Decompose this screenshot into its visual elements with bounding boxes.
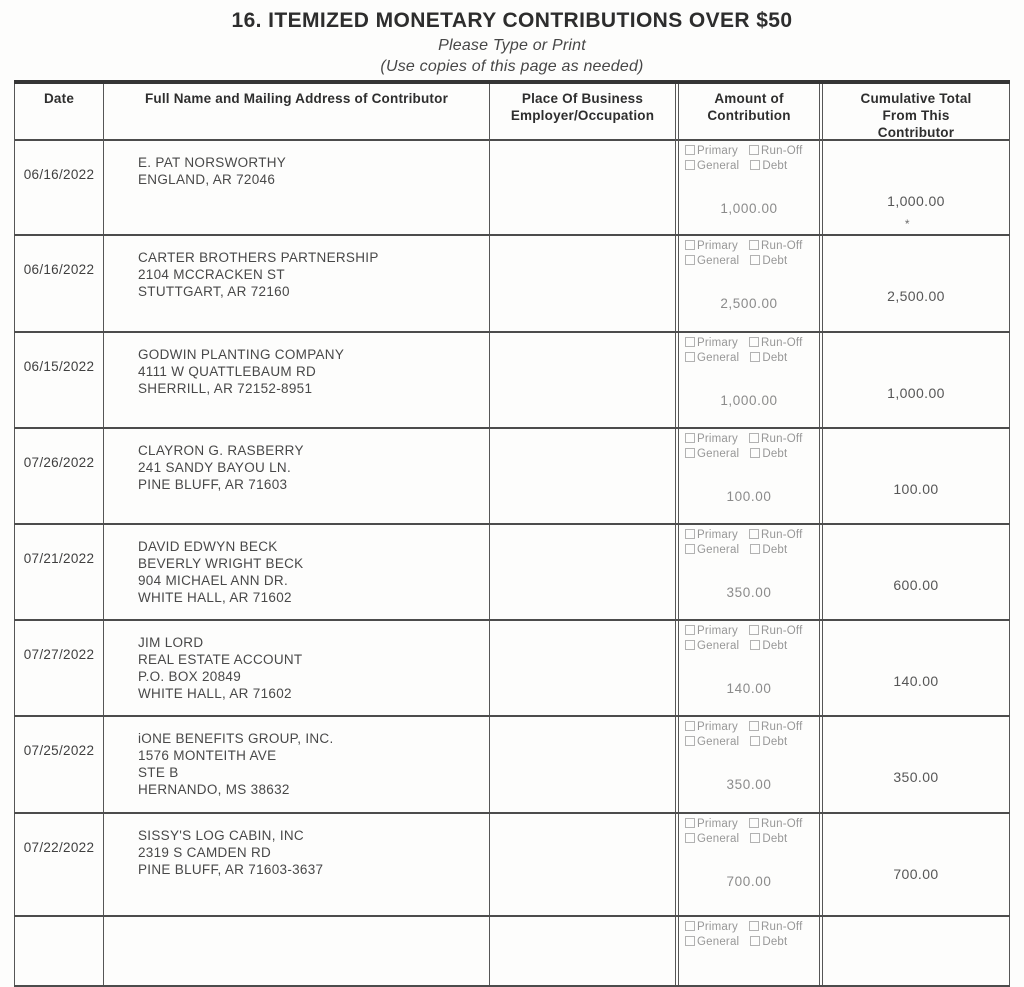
runoff-checkbox-icon	[749, 529, 759, 539]
business-cell	[490, 236, 675, 331]
contributor-line: BEVERLY WRIGHT BECK	[138, 556, 304, 571]
date-cell	[14, 621, 104, 715]
primary-checkbox-icon	[685, 921, 695, 931]
general-checkbox-icon	[685, 160, 695, 170]
runoff-checkbox-label: Run-Off	[761, 625, 803, 637]
cumulative-value: 700.00	[893, 866, 939, 882]
election-type-checkboxes	[685, 239, 802, 269]
runoff-checkbox-label: Run-Off	[761, 529, 803, 541]
debt-checkbox-icon	[750, 833, 760, 843]
primary-checkbox-label: Primary	[697, 433, 739, 445]
contribution-date: 06/16/2022	[23, 262, 95, 277]
contributor-line: SISSY'S LOG CABIN, INC	[138, 828, 304, 843]
debt-checkbox-label: Debt	[762, 160, 788, 172]
cumulative-cell	[823, 141, 1010, 234]
debt-checkbox-icon	[750, 255, 760, 265]
business-cell	[490, 525, 675, 619]
primary-checkbox-label: Primary	[697, 625, 739, 637]
amount-cell	[675, 621, 823, 715]
contributor-line: STE B	[138, 765, 179, 780]
table-row	[14, 814, 1010, 917]
table-row	[14, 141, 1010, 236]
contributor-line: WHITE HALL, AR 71602	[138, 590, 292, 605]
contributions-table	[14, 80, 1010, 987]
date-cell	[14, 429, 104, 523]
general-checkbox-icon	[685, 448, 695, 458]
checkbox-line-1	[685, 720, 802, 735]
general-checkbox-label: General	[697, 352, 740, 364]
amount-value: 140.00	[726, 681, 772, 696]
general-checkbox-icon	[685, 352, 695, 362]
contribution-date: 06/15/2022	[23, 359, 95, 374]
table-row	[14, 525, 1010, 621]
primary-checkbox-label: Primary	[697, 818, 739, 830]
cumulative-cell	[823, 814, 1010, 915]
runoff-checkbox-icon	[749, 433, 759, 443]
contribution-date	[15, 917, 103, 943]
debt-checkbox-label: Debt	[762, 352, 788, 364]
checkbox-line-2	[685, 447, 802, 462]
debt-checkbox-label: Debt	[762, 640, 788, 652]
election-type-checkboxes	[685, 144, 802, 174]
primary-checkbox-icon	[685, 433, 695, 443]
table-header-row	[14, 84, 1010, 141]
cumulative-cell	[823, 717, 1010, 812]
checkbox-line-1	[685, 528, 802, 543]
debt-checkbox-icon	[750, 544, 760, 554]
table-row	[14, 236, 1010, 333]
checkbox-line-2	[685, 159, 802, 174]
general-checkbox-icon	[685, 544, 695, 554]
contributor-line: PINE BLUFF, AR 71603	[138, 477, 288, 492]
contributor-line: CARTER BROTHERS PARTNERSHIP	[138, 250, 379, 265]
checkbox-line-1	[685, 432, 802, 447]
contributor-line: WHITE HALL, AR 71602	[138, 686, 292, 701]
checkbox-line-2	[685, 254, 802, 269]
contribution-date: 07/21/2022	[23, 551, 95, 566]
contribution-date: 07/27/2022	[23, 647, 95, 662]
table-row	[14, 333, 1010, 429]
header-amount: Amount of Contribution	[675, 84, 823, 141]
checkbox-line-1	[685, 336, 802, 351]
checkbox-line-2	[685, 351, 802, 366]
debt-checkbox-label: Debt	[762, 736, 788, 748]
business-cell	[490, 333, 675, 427]
contributor-line: SHERRILL, AR 72152-8951	[138, 381, 313, 396]
runoff-checkbox-icon	[749, 145, 759, 155]
copies-note: (Use copies of this page as needed)	[380, 58, 644, 75]
contributor-cell	[104, 333, 490, 427]
table-row	[14, 717, 1010, 814]
debt-checkbox-label: Debt	[762, 936, 788, 948]
business-cell	[490, 429, 675, 523]
amount-value: 700.00	[726, 874, 772, 889]
header-date	[14, 84, 104, 141]
general-checkbox-label: General	[697, 160, 740, 172]
cumulative-cell	[823, 429, 1010, 523]
amount-cell	[675, 141, 823, 234]
date-cell	[14, 525, 104, 619]
contributor-line: 1576 MONTEITH AVE	[138, 748, 277, 763]
contribution-date: 07/26/2022	[23, 455, 95, 470]
election-type-checkboxes	[685, 920, 802, 950]
contributor-cell	[104, 917, 490, 985]
date-cell	[14, 717, 104, 812]
general-checkbox-label: General	[697, 544, 740, 556]
general-checkbox-icon	[685, 255, 695, 265]
primary-checkbox-icon	[685, 818, 695, 828]
contributor-line: HERNANDO, MS 38632	[138, 782, 290, 797]
election-type-checkboxes	[685, 432, 802, 462]
general-checkbox-icon	[685, 833, 695, 843]
business-cell	[490, 717, 675, 812]
business-cell	[490, 621, 675, 715]
debt-checkbox-icon	[750, 736, 760, 746]
table-row	[14, 621, 1010, 717]
debt-checkbox-icon	[750, 640, 760, 650]
cumulative-note: *	[904, 217, 910, 231]
contributor-line: P.O. BOX 20849	[138, 669, 242, 684]
primary-checkbox-label: Primary	[697, 337, 739, 349]
amount-value: 1,000.00	[720, 201, 778, 216]
contributor-line: ENGLAND, AR 72046	[138, 172, 276, 187]
contributor-line: GODWIN PLANTING COMPANY	[138, 347, 345, 362]
contributor-line: JIM LORD	[138, 635, 204, 650]
primary-checkbox-icon	[685, 337, 695, 347]
contributor-cell	[104, 236, 490, 331]
cumulative-value: 140.00	[893, 673, 939, 689]
debt-checkbox-icon	[750, 160, 760, 170]
amount-cell	[675, 814, 823, 915]
general-checkbox-label: General	[697, 640, 740, 652]
runoff-checkbox-icon	[749, 337, 759, 347]
checkbox-line-1	[685, 239, 802, 254]
election-type-checkboxes	[685, 528, 802, 558]
election-type-checkboxes	[685, 624, 802, 654]
date-cell	[14, 236, 104, 331]
cumulative-value: 350.00	[893, 769, 939, 785]
primary-checkbox-label: Primary	[697, 921, 739, 933]
general-checkbox-icon	[685, 936, 695, 946]
cumulative-cell	[823, 621, 1010, 715]
checkbox-line-1	[685, 817, 802, 832]
primary-checkbox-label: Primary	[697, 721, 739, 733]
checkbox-line-2	[685, 935, 802, 950]
cumulative-value: 100.00	[893, 481, 939, 497]
contributor-line: REAL ESTATE ACCOUNT	[138, 652, 303, 667]
contributor-cell	[104, 525, 490, 619]
checkbox-line-1	[685, 624, 802, 639]
cumulative-cell	[823, 917, 1010, 985]
debt-checkbox-icon	[750, 448, 760, 458]
runoff-checkbox-label: Run-Off	[761, 337, 803, 349]
business-cell	[490, 917, 675, 985]
cumulative-cell	[823, 333, 1010, 427]
header-date-label: Date	[43, 91, 75, 106]
contributor-line: E. PAT NORSWORTHY	[138, 155, 287, 170]
contribution-date: 07/25/2022	[23, 743, 95, 758]
checkbox-line-2	[685, 639, 802, 654]
amount-cell	[675, 429, 823, 523]
table-row	[14, 917, 1010, 987]
contributor-line: PINE BLUFF, AR 71603-3637	[138, 862, 324, 877]
contributor-cell	[104, 429, 490, 523]
debt-checkbox-label: Debt	[762, 833, 788, 845]
primary-checkbox-icon	[685, 529, 695, 539]
amount-value: 350.00	[726, 777, 772, 792]
debt-checkbox-label: Debt	[762, 544, 788, 556]
primary-checkbox-label: Primary	[697, 240, 739, 252]
amount-cell	[675, 236, 823, 331]
contributor-line: 241 SANDY BAYOU LN.	[138, 460, 292, 475]
amount-value: 350.00	[726, 585, 772, 600]
general-checkbox-icon	[685, 736, 695, 746]
debt-checkbox-label: Debt	[762, 255, 788, 267]
cumulative-value: 2,500.00	[887, 288, 945, 304]
debt-checkbox-label: Debt	[762, 448, 788, 460]
date-cell	[14, 333, 104, 427]
general-checkbox-label: General	[697, 448, 740, 460]
debt-checkbox-icon	[750, 352, 760, 362]
cumulative-cell	[823, 525, 1010, 619]
contributor-cell	[104, 814, 490, 915]
date-cell	[14, 141, 104, 234]
primary-checkbox-icon	[685, 625, 695, 635]
type-or-print-note: Please Type or Print	[438, 37, 586, 54]
election-type-checkboxes	[685, 336, 802, 366]
primary-checkbox-label: Primary	[697, 529, 739, 541]
amount-cell	[675, 717, 823, 812]
runoff-checkbox-label: Run-Off	[761, 240, 803, 252]
cumulative-value: 1,000.00	[887, 193, 945, 209]
runoff-checkbox-icon	[749, 240, 759, 250]
business-cell	[490, 814, 675, 915]
election-type-checkboxes	[685, 720, 802, 750]
runoff-checkbox-label: Run-Off	[761, 145, 803, 157]
contributor-cell	[104, 141, 490, 234]
checkbox-line-2	[685, 832, 802, 847]
amount-value: 100.00	[726, 489, 772, 504]
checkbox-line-2	[685, 543, 802, 558]
runoff-checkbox-label: Run-Off	[761, 921, 803, 933]
primary-checkbox-icon	[685, 145, 695, 155]
runoff-checkbox-icon	[749, 818, 759, 828]
amount-value: 1,000.00	[720, 393, 778, 408]
contributor-cell	[104, 717, 490, 812]
cumulative-value: 600.00	[893, 577, 939, 593]
contributor-line: DAVID EDWYN BECK	[138, 539, 278, 554]
general-checkbox-label: General	[697, 936, 740, 948]
general-checkbox-label: General	[697, 833, 740, 845]
general-checkbox-label: General	[697, 255, 740, 267]
business-cell	[490, 141, 675, 234]
contributor-cell	[104, 621, 490, 715]
contributor-line: 2104 MCCRACKEN ST	[138, 267, 285, 282]
table-row	[14, 429, 1010, 525]
date-cell	[14, 814, 104, 915]
runoff-checkbox-icon	[749, 625, 759, 635]
amount-cell	[675, 917, 823, 985]
general-checkbox-icon	[685, 640, 695, 650]
contribution-date: 07/22/2022	[23, 840, 95, 855]
runoff-checkbox-label: Run-Off	[761, 818, 803, 830]
contributor-line: 904 MICHAEL ANN DR.	[138, 573, 288, 588]
general-checkbox-label: General	[697, 736, 740, 748]
form-section-title: 16. ITEMIZED MONETARY CONTRIBUTIONS OVER $50	[231, 9, 793, 32]
amount-value: 2,500.00	[720, 296, 778, 311]
contributor-line: iONE BENEFITS GROUP, INC.	[138, 731, 334, 746]
primary-checkbox-label: Primary	[697, 145, 739, 157]
cumulative-cell	[823, 236, 1010, 331]
election-type-checkboxes	[685, 817, 802, 847]
contributor-line: STUTTGART, AR 72160	[138, 284, 290, 299]
contributor-line: 2319 S CAMDEN RD	[138, 845, 272, 860]
header-business: Place Of Business Employer/Occupation	[510, 91, 655, 123]
runoff-checkbox-icon	[749, 721, 759, 731]
runoff-checkbox-label: Run-Off	[761, 433, 803, 445]
header-contributor-label: Full Name and Mailing Address of Contributor	[144, 91, 449, 106]
debt-checkbox-icon	[750, 936, 760, 946]
header-cumulative: Cumulative Total From This Contributor	[823, 84, 1010, 141]
checkbox-line-2	[685, 735, 802, 750]
contributor-line: CLAYRON G. RASBERRY	[138, 443, 304, 458]
header-contributor	[104, 84, 490, 141]
amount-cell	[675, 333, 823, 427]
amount-cell	[675, 525, 823, 619]
date-cell	[14, 917, 104, 985]
cumulative-value: 1,000.00	[887, 385, 945, 401]
primary-checkbox-icon	[685, 240, 695, 250]
runoff-checkbox-icon	[749, 921, 759, 931]
contributor-line: 4111 W QUATTLEBAUM RD	[138, 364, 317, 379]
checkbox-line-1	[685, 144, 802, 159]
primary-checkbox-icon	[685, 721, 695, 731]
runoff-checkbox-label: Run-Off	[761, 721, 803, 733]
checkbox-line-1	[685, 920, 802, 935]
contribution-date: 06/16/2022	[23, 167, 95, 182]
